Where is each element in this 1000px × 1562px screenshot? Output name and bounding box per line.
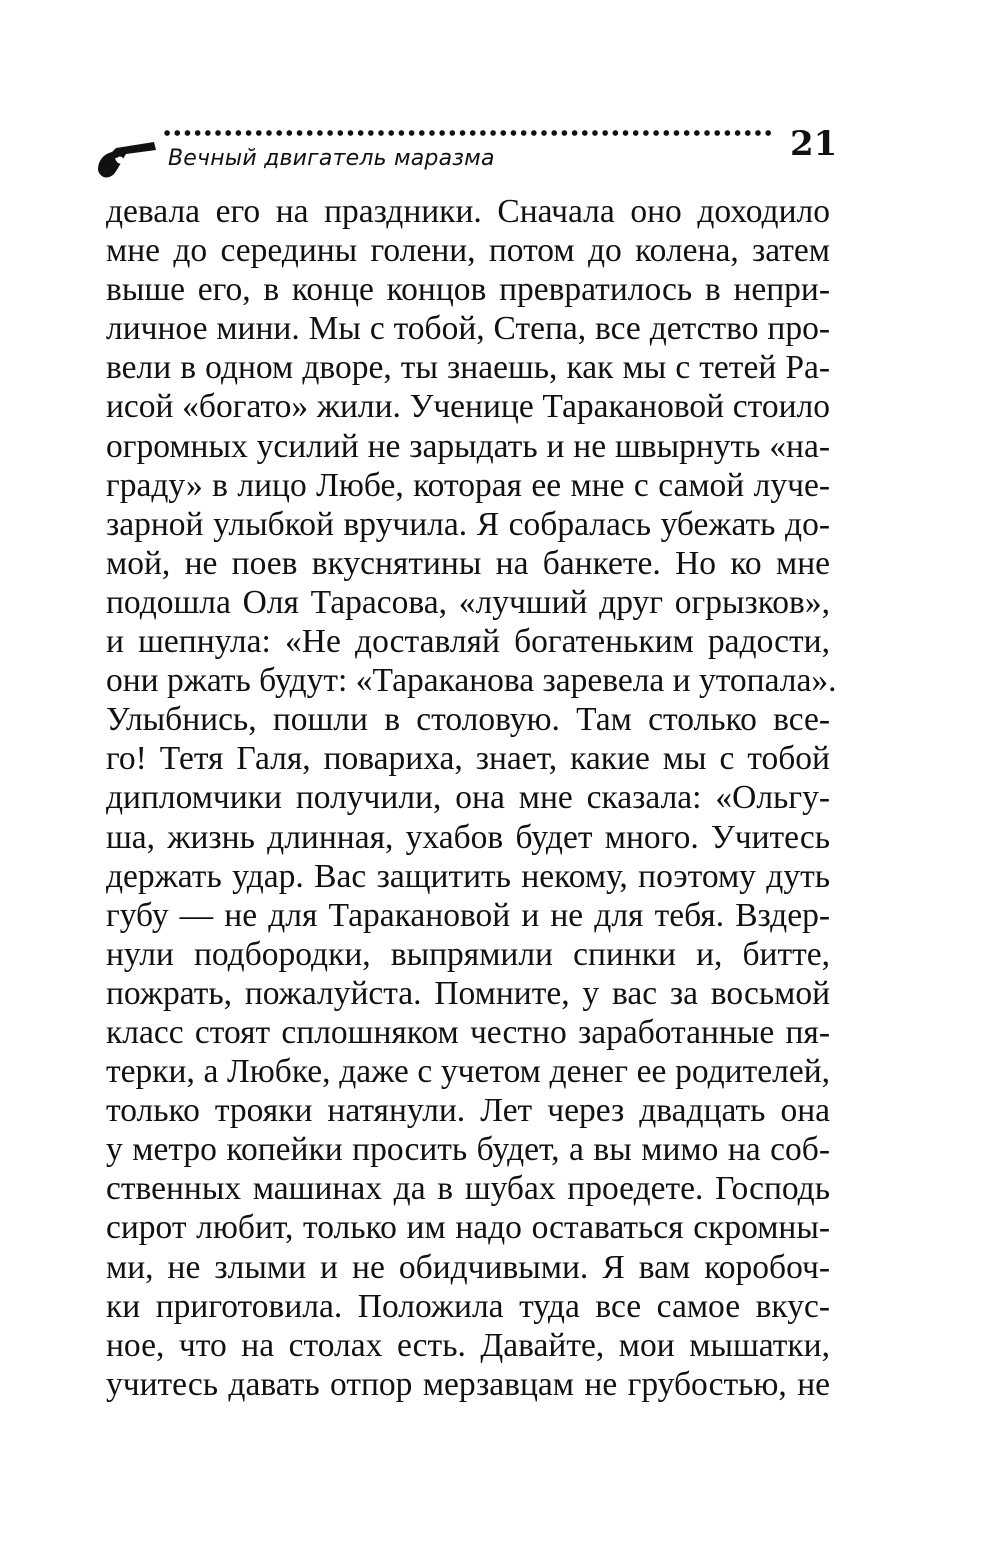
text-line: граду» в лицо Любе, которая ее мне с самой луче- [106,466,830,504]
text-line: терки, а Любке, даже с учетом денег ее родителей, [106,1053,830,1091]
text-line: личное мини. Мы с тобой, Степа, все детство про- [106,310,830,348]
text-line: ное, что на столах есть. Давайте, мои мышатки, [106,1326,830,1364]
text-line: девала его на праздники. Сначала оно доходило [106,193,830,230]
text-line: мой, не поев вкуснятины на банкете. Но ко мне [106,544,830,582]
text-line: губу — не для Таракановой и не для тебя. Вздер- [106,896,830,934]
revolver-icon [96,130,158,182]
text-line: ки приготовила. Положила туда все самое вкус- [106,1287,830,1325]
text-line: ми, не злыми и не обидчивыми. Я вам коробоч- [106,1248,830,1286]
text-line: учитесь давать отпор мерзавцам не грубостью, не [106,1365,830,1403]
running-title: Вечный двигатель маразма [168,146,495,171]
text-line: мне до середины голени, потом до колена, затем [106,232,830,270]
text-line: ственных машинах да в шубах проедете. Господь [106,1170,830,1208]
body-text [106,192,837,1404]
text-line: нули подбородки, выпрямили спинки и, битте, [106,935,830,973]
text-line: ша, жизнь длинная, ухабов будет много. Учитесь [106,818,830,856]
dotted-rule [162,126,772,140]
text-line: и шепнула: «Не доставляй богатеньким радости, [106,623,830,661]
text-line: дипломчики получили, она мне сказала: «Ольгу- [106,779,830,817]
text-line: го! Тетя Галя, повариха, знает, какие мы с тобой [106,740,830,778]
text-line: только трояки натянули. Лет через двадцать она [106,1092,830,1130]
text-line: класс стоят сплошняком честно заработанные пя- [106,1013,830,1051]
text-line: у метро копейки просить будет, а вы мимо на соб- [106,1131,830,1169]
page-header [96,118,836,188]
text-line: держать удар. Вас защитить некому, поэтому дуть [106,857,830,895]
text-line: огромных усилий не зарыдать и не швырнуть «на- [106,427,830,465]
text-line: пожрать, пожалуйста. Помните, у вас за восьмой [106,974,830,1012]
text-line: выше его, в конце концов превратилось в непри- [106,271,830,309]
text-line: зарной улыбкой вручила. Я собралась убежать до- [106,505,830,543]
text-line: вели в одном дворе, ты знаешь, как мы с тетей Ра- [106,349,830,387]
text-line: Улыбнись, пошли в столовую. Там столько все- [106,701,830,739]
text-line: сирот любит, только им надо оставаться скромны- [106,1209,830,1247]
page-number: 21 [790,124,838,164]
text-line: они ржать будут: «Тараканова заревела и утопала». [106,662,837,700]
text-line: исой «богато» жили. Ученице Таракановой стоило [106,388,830,426]
text-line: подошла Оля Тарасова, «лучший друг огрызков», [106,583,830,621]
